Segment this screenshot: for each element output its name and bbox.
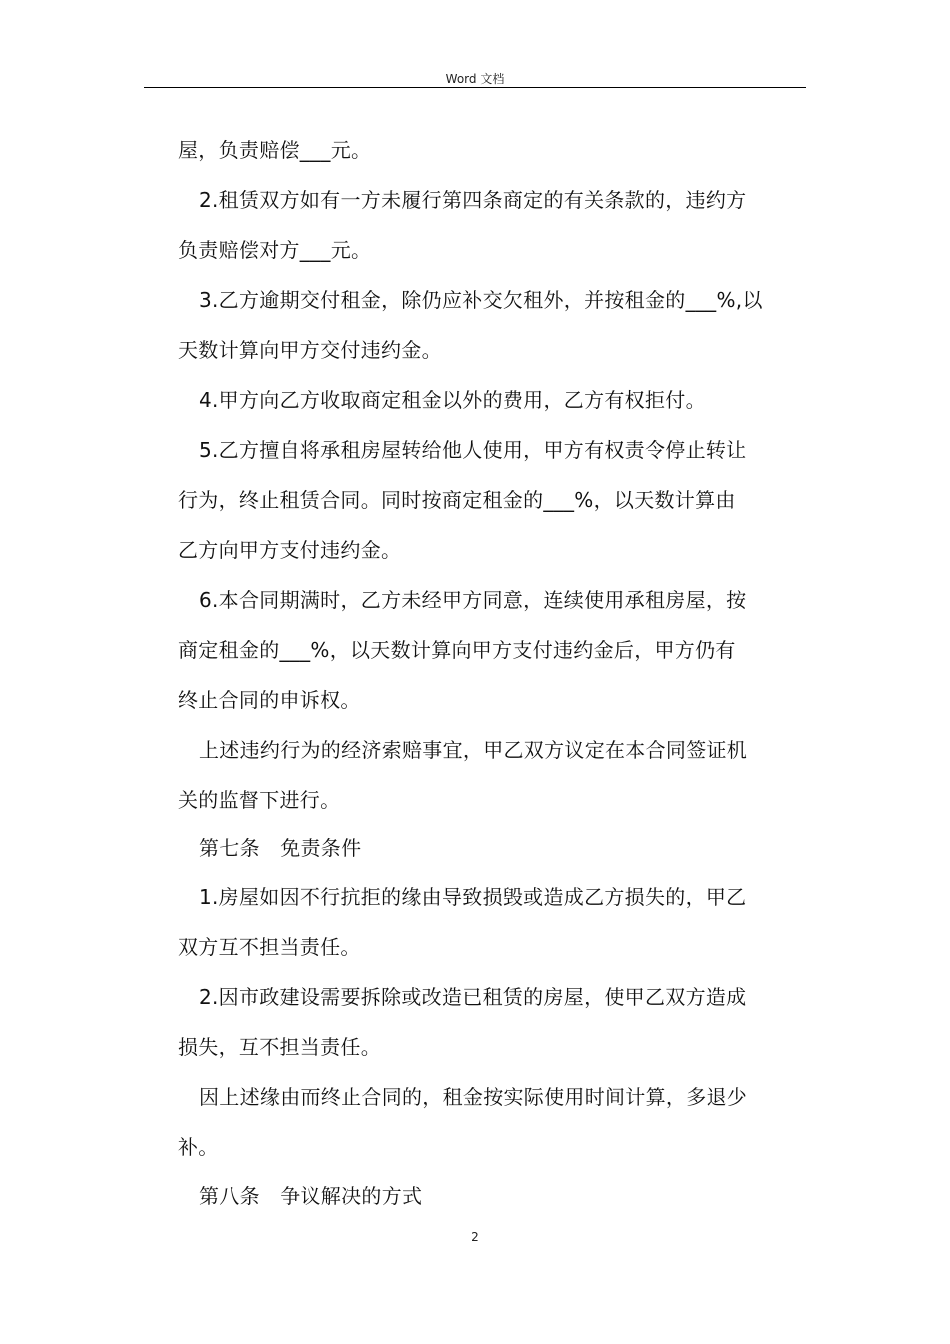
paragraph-line: 1.房屋如因不行抗拒的缘由导致损毁或造成乙方损失的，甲乙	[199, 885, 747, 909]
paragraph-line: 行为，终止租赁合同。同时按商定租金的___%，以天数计算由	[178, 488, 736, 512]
paragraph-line: 2.因市政建设需要拆除或改造已租赁的房屋，使甲乙双方造成	[199, 985, 747, 1009]
paragraph-line: 6.本合同期满时，乙方未经甲方同意，连续使用承租房屋，按	[199, 588, 747, 612]
paragraph-line: 负责赔偿对方___元。	[178, 238, 372, 262]
paragraph-line: 屋，负责赔偿___元。	[178, 138, 372, 162]
paragraph-line: 关的监督下进行。	[178, 788, 341, 812]
page-number: 2	[471, 1230, 479, 1244]
paragraph-line: 损失，互不担当责任。	[178, 1035, 381, 1059]
paragraph-line: 5.乙方擅自将承租房屋转给他人使用，甲方有权责令停止转让	[199, 438, 747, 462]
paragraph-line: 3.乙方逾期交付租金，除仍应补交欠租外，并按租金的___%,以	[199, 288, 763, 312]
paragraph-line: 商定租金的___%，以天数计算向甲方支付违约金后，甲方仍有	[178, 638, 736, 662]
section-heading: 第八条 争议解决的方式	[199, 1184, 423, 1208]
paragraph-line: 2.租赁双方如有一方未履行第四条商定的有关条款的，违约方	[199, 188, 747, 212]
paragraph-line: 4.甲方向乙方收取商定租金以外的费用，乙方有权拒付。	[199, 388, 706, 412]
paragraph-line: 天数计算向甲方交付违约金。	[178, 338, 442, 362]
paragraph-line: 乙方向甲方支付违约金。	[178, 538, 402, 562]
paragraph-line: 因上述缘由而终止合同的，租金按实际使用时间计算，多退少	[199, 1085, 748, 1109]
paragraph-line: 终止合同的申诉权。	[178, 688, 361, 712]
paragraph-line: 补。	[178, 1135, 219, 1159]
paragraph-line: 双方互不担当责任。	[178, 935, 361, 959]
section-heading: 第七条 免责条件	[199, 836, 362, 860]
page-header: Word 文档	[445, 72, 505, 86]
header-rule	[144, 87, 806, 88]
paragraph-line: 上述违约行为的经济索赔事宜，甲乙双方议定在本合同签证机	[199, 738, 748, 762]
